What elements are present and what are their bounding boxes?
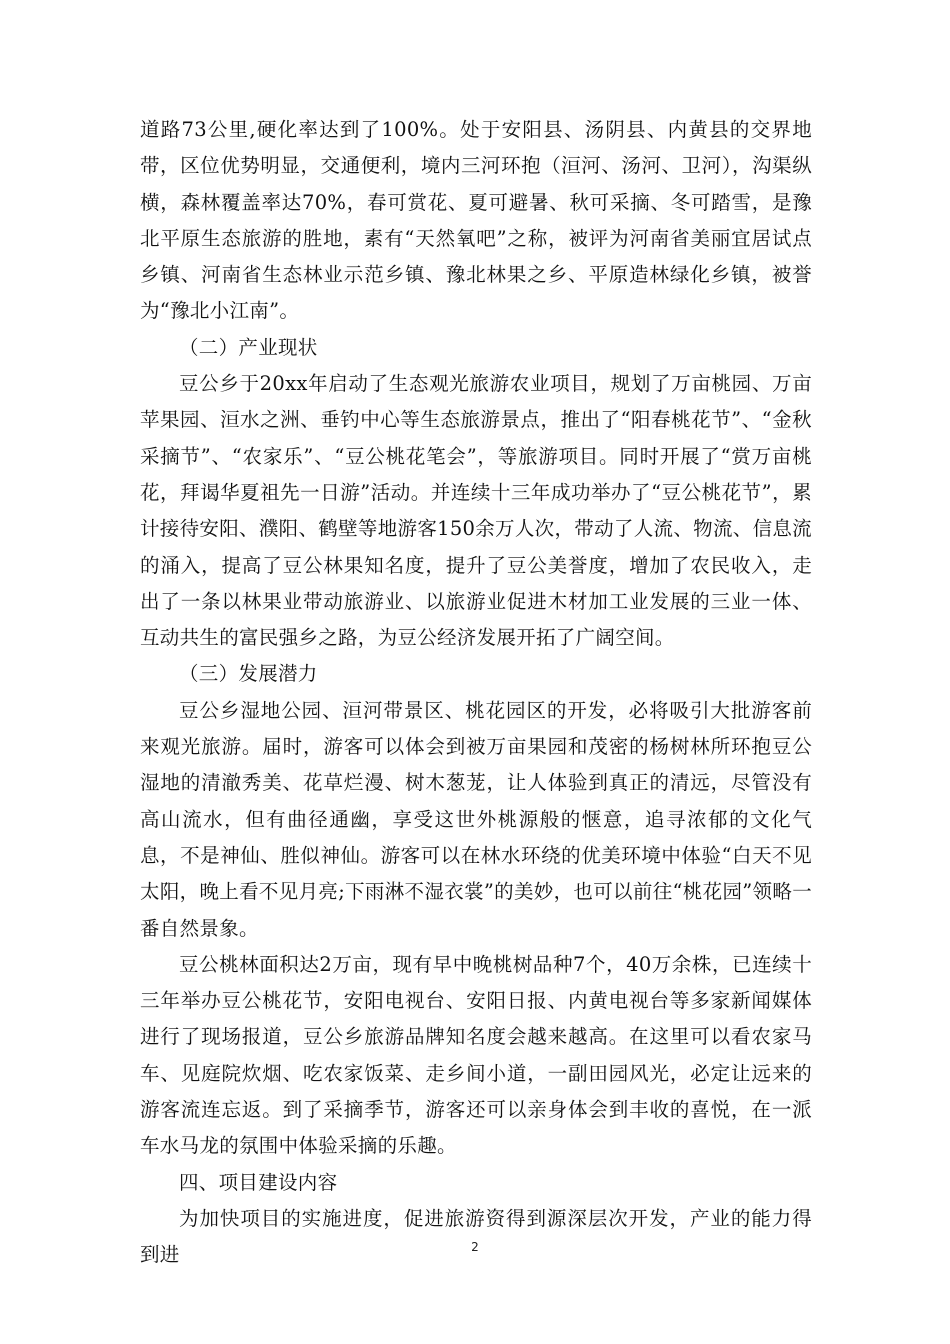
- section-heading-industry-status: （二）产业现状: [179, 335, 318, 359]
- paragraph-location-overview: 道路73公里,硬化率达到了100%。处于安阳县、汤阴县、内黄县的交界地带，区位优势明显，交通便利，境内三河环抱（洹河、汤河、卫河），沟渠纵横，森林覆盖率达70%，春可赏花、夏可避暑、秋可采摘、冬可踏雪，是豫北平原生态旅游的胜地，素有“天然氧吧”之称，被评为河南省美丽宜居试点乡镇、河南省生态林业示范乡镇、豫北林果之乡、平原造林绿化乡镇，被誉为“豫北小江南”。: [140, 118, 812, 323]
- paragraph-peach-forest: 豆公桃林面积达2万亩，现有早中晚桃树品种7个，40万余株，已连续十三年举办豆公桃花节，安阳电视台、安阳日报、内黄电视台等多家新闻媒体进行了现场报道，豆公乡旅游品牌知名度会越来越高。在这里可以看农家马车、见庭院炊烟、吃农家饭菜、走乡间小道，一副田园风光，必定让远来的游客流连忘返。到了采摘季节，游客还可以亲身体会到丰收的喜悦，在一派车水马龙的氛围中体验采摘的乐趣。: [140, 952, 812, 1158]
- document-body: [140, 112, 812, 1274]
- section-heading-project-content: 四、项目建设内容: [179, 1170, 338, 1194]
- paragraph-development-potential: 豆公乡湿地公园、洹河带景区、桃花园区的开发，必将吸引大批游客前来观光旅游。届时，游客可以体会到被万亩果园和茂密的杨树林所环抱豆公湿地的清澈秀美、花草烂漫、树木葱茏，让人体验到真正的清远，尽管没有高山流水，但有曲径通幽，享受这世外桃源般的惬意，追寻浓郁的文化气息，不是神仙、胜似神仙。游客可以在林水环绕的优美环境中体验“白天不见太阳，晚上看不见月亮;下雨淋不湿衣裳”的美妙，也可以前往“桃花园”领略一番自然景象。: [140, 698, 812, 940]
- paragraph-project-content: 为加快项目的实施进度，促进旅游资得到源深层次开发，产业的能力得到进: [140, 1206, 812, 1267]
- section-heading-development-potential: （三）发展潜力: [179, 662, 318, 686]
- page-number: 2: [471, 1240, 479, 1254]
- paragraph-industry-status: 豆公乡于20xx年启动了生态观光旅游农业项目，规划了万亩桃园、万亩苹果园、洹水之洲、垂钓中心等生态旅游景点，推出了“阳春桃花节”、“金秋采摘节”、“农家乐”、“豆公桃花笔会”，等旅游项目。同时开展了“赏万亩桃花，拜谒华夏祖先一日游”活动。并连续十三年成功举办了“豆公桃花节”，累计接待安阳、濮阳、鹤壁等地游客150余万人次，带动了人流、物流、信息流的涌入，提高了豆公林果知名度，提升了豆公美誉度，增加了农民收入，走出了一条以林果业带动旅游业、以旅游业促进木材加工业发展的三业一体、互动共生的富民强乡之路，为豆公经济发展开拓了广阔空间。: [140, 372, 812, 650]
